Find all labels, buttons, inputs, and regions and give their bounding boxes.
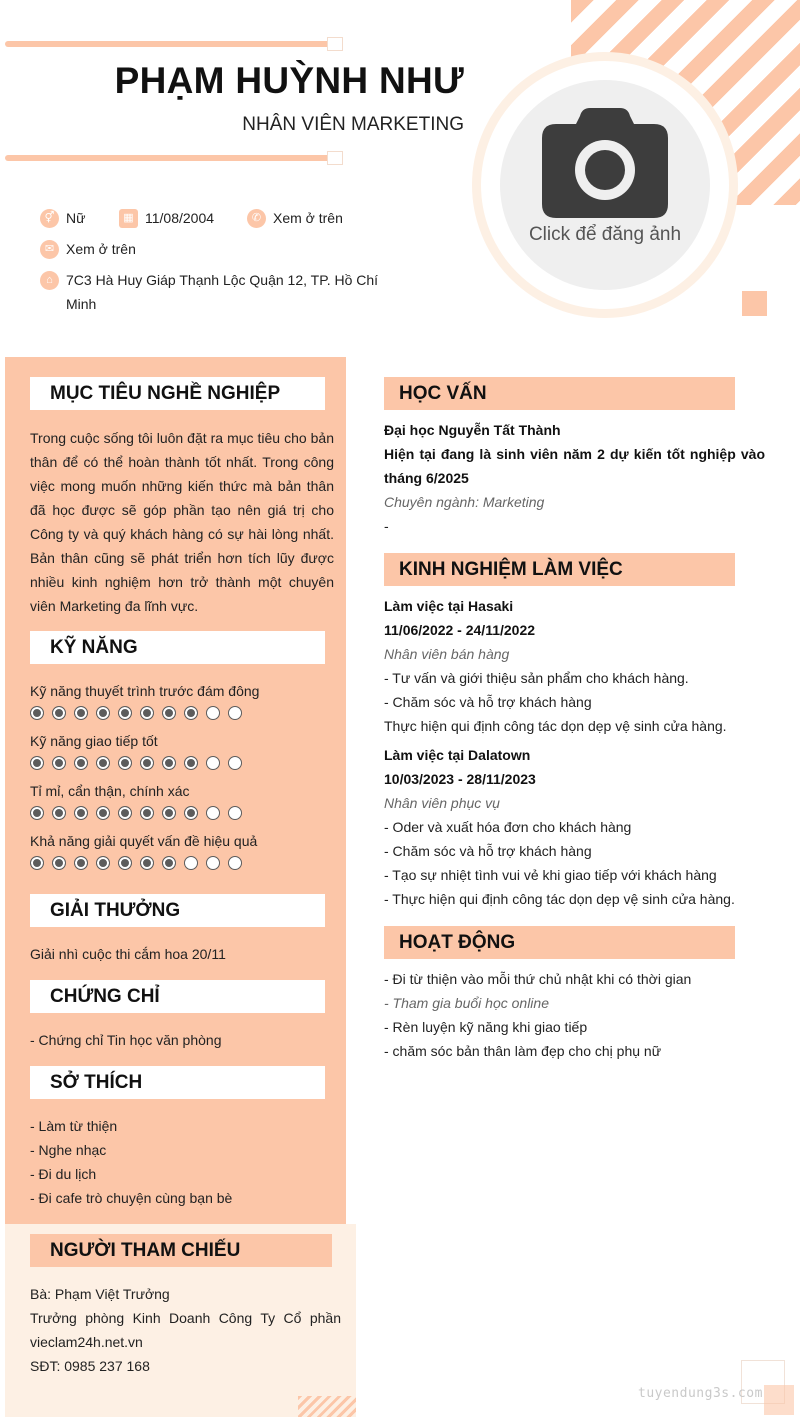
skill-rating: [30, 706, 242, 720]
rating-dot-filled: [184, 806, 198, 820]
envelope-icon: ✉: [40, 240, 59, 259]
info-address: [40, 271, 380, 316]
rating-dot-filled: [118, 756, 132, 770]
education-status: Hiện tại đang là sinh viên năm 2 dự kiến tốt nghiệp vào tháng 6/2025: [384, 446, 765, 486]
reference-name: Bà: Phạm Việt Trưởng: [30, 1286, 170, 1302]
header-line-bottom: [5, 155, 333, 161]
header-line-bottom-end: [327, 151, 343, 165]
education-major: Chuyên ngành: Marketing: [384, 494, 545, 510]
experience-heading: KINH NGHIỆM LÀM VIỆC: [384, 553, 735, 586]
rating-dot-filled: [96, 856, 110, 870]
info-phone-value: Xem ở trên: [273, 210, 343, 226]
reference-company: vieclam24h.net.vn: [30, 1334, 143, 1350]
reference-heading: NGƯỜI THAM CHIẾU: [30, 1234, 332, 1267]
job-period: 11/06/2022 - 24/11/2022: [384, 622, 536, 638]
skill-rating: [30, 806, 242, 820]
hobby-item: - Làm từ thiện: [30, 1118, 118, 1134]
rating-dot-empty: [206, 856, 220, 870]
job-duty: - Thực hiện qui định công tác dọn dẹp vệ sinh cửa hàng.: [384, 891, 735, 907]
activity-item: - Tham gia buổi học online: [384, 995, 549, 1011]
certificates-heading: CHỨNG CHỈ: [30, 980, 325, 1013]
job-role: Nhân viên bán hàng: [384, 646, 510, 662]
info-phone: [247, 209, 343, 230]
rating-dot-empty: [228, 706, 242, 720]
hobby-item: - Nghe nhạc: [30, 1142, 107, 1158]
job-duty: - Tư vấn và giới thiệu sản phẩm cho khách hàng.: [384, 670, 689, 686]
info-gender-value: Nữ: [66, 210, 86, 226]
watermark: tuyendung3s.com: [638, 1386, 763, 1401]
skill-name: Khả năng giải quyết vấn đề hiệu quả: [30, 833, 258, 849]
rating-dot-filled: [96, 806, 110, 820]
skill-name: Tỉ mỉ, cẩn thận, chính xác: [30, 783, 190, 799]
rating-dot-filled: [52, 856, 66, 870]
job-company: Làm việc tại Hasaki: [384, 598, 514, 614]
job-period: 10/03/2023 - 28/11/2023: [384, 771, 536, 787]
rating-dot-filled: [30, 856, 44, 870]
activity-item: - Rèn luyện kỹ năng khi giao tiếp: [384, 1019, 588, 1035]
rating-dot-empty: [206, 806, 220, 820]
hobby-item: - Đi cafe trò chuyện cùng bạn bè: [30, 1190, 233, 1206]
rating-dot-filled: [96, 756, 110, 770]
rating-dot-filled: [118, 856, 132, 870]
rating-dot-filled: [184, 756, 198, 770]
rating-dot-filled: [162, 706, 176, 720]
rating-dot-empty: [184, 856, 198, 870]
rating-dot-filled: [74, 806, 88, 820]
skill-name: Kỹ năng giao tiếp tốt: [30, 733, 158, 749]
hobbies-heading: SỞ THÍCH: [30, 1066, 325, 1099]
education-school: Đại học Nguyễn Tất Thành: [384, 422, 561, 438]
award-item: Giải nhì cuộc thi cắm hoa 20/11: [30, 946, 226, 962]
certificate-item: - Chứng chỉ Tin học văn phòng: [30, 1032, 222, 1048]
activity-item: - Đi từ thiện vào mỗi thứ chủ nhật khi có thời gian: [384, 971, 692, 987]
job-duty: - Chăm sóc và hỗ trợ khách hàng: [384, 843, 592, 859]
rating-dot-empty: [228, 856, 242, 870]
rating-dot-filled: [140, 756, 154, 770]
rating-dot-filled: [30, 706, 44, 720]
skill-rating: [30, 856, 242, 870]
rating-dot-filled: [140, 856, 154, 870]
rating-dot-filled: [162, 856, 176, 870]
skills-heading: KỸ NĂNG: [30, 631, 325, 664]
info-email-value: Xem ở trên: [66, 241, 136, 257]
rating-dot-filled: [52, 806, 66, 820]
rating-dot-filled: [162, 806, 176, 820]
decor-square: [742, 291, 767, 316]
rating-dot-empty: [206, 706, 220, 720]
info-address-value: 7C3 Hà Huy Giáp Thạnh Lộc Quận 12, TP. Hồ Chí Minh: [66, 272, 379, 312]
job-duty: - Chăm sóc và hỗ trợ khách hàng: [384, 694, 592, 710]
gender-icon: ⚥: [40, 209, 59, 228]
rating-dot-filled: [96, 706, 110, 720]
activities-heading: HOẠT ĐỘNG: [384, 926, 735, 959]
awards-heading: GIẢI THƯỞNG: [30, 894, 325, 927]
reference-hatch-decoration: [298, 1396, 356, 1417]
corner-square-decoration: [764, 1385, 794, 1415]
rating-dot-filled: [52, 706, 66, 720]
rating-dot-filled: [140, 806, 154, 820]
rating-dot-filled: [162, 756, 176, 770]
rating-dot-empty: [206, 756, 220, 770]
rating-dot-empty: [228, 756, 242, 770]
job-duty: - Tạo sự nhiệt tình vui vẻ khi giao tiếp với khách hàng: [384, 867, 717, 883]
education-note: -: [384, 518, 389, 534]
skill-name: Kỹ năng thuyết trình trước đám đông: [30, 683, 260, 699]
rating-dot-filled: [30, 806, 44, 820]
rating-dot-empty: [228, 806, 242, 820]
reference-position: Trưởng phòng Kinh Doanh Công Ty Cổ phần: [30, 1310, 341, 1326]
phone-icon: ✆: [247, 209, 266, 228]
rating-dot-filled: [74, 756, 88, 770]
job-duty: - Oder và xuất hóa đơn cho khách hàng: [384, 819, 632, 835]
calendar-icon: ▦: [119, 209, 138, 228]
rating-dot-filled: [30, 756, 44, 770]
job-duty: Thực hiện qui định công tác dọn dẹp vệ sinh cửa hàng.: [384, 718, 727, 734]
header-line-top: [5, 41, 333, 47]
photo-upload-hint[interactable]: Click để đăng ảnh: [528, 224, 682, 245]
objective-heading: MỤC TIÊU NGHỀ NGHIỆP: [30, 377, 325, 410]
education-heading: HỌC VẤN: [384, 377, 735, 410]
camera-icon[interactable]: [542, 108, 668, 218]
info-birthday-value: 11/08/2004: [145, 210, 215, 226]
candidate-title: NHÂN VIÊN MARKETING: [242, 114, 464, 135]
header-line-top-end: [327, 37, 343, 51]
activity-item: - chăm sóc bản thân làm đẹp cho chị phụ nữ: [384, 1043, 662, 1059]
rating-dot-filled: [118, 706, 132, 720]
home-icon: ⌂: [40, 271, 59, 290]
rating-dot-filled: [52, 756, 66, 770]
skill-rating: [30, 756, 242, 770]
hobby-item: - Đi du lịch: [30, 1166, 97, 1182]
rating-dot-filled: [74, 706, 88, 720]
job-company: Làm việc tại Dalatown: [384, 747, 531, 763]
rating-dot-filled: [118, 806, 132, 820]
rating-dot-filled: [184, 706, 198, 720]
job-role: Nhân viên phục vụ: [384, 795, 500, 811]
info-gender: [40, 209, 85, 230]
candidate-name: PHẠM HUỲNH NHƯ: [114, 60, 464, 101]
rating-dot-filled: [140, 706, 154, 720]
reference-phone: SĐT: 0985 237 168: [30, 1358, 150, 1374]
rating-dot-filled: [74, 856, 88, 870]
info-email: [40, 240, 136, 261]
info-birthday: [119, 209, 214, 230]
objective-text: Trong cuộc sống tôi luôn đặt ra mục tiêu cho bản thân để có thể hoàn thành tốt nhất. Trong công việc mong muốn những kiến thức mà bản thân đã học được sẽ góp phần tạo nên giá trị cho Công ty và quý khách hàng có sự hài lòng nhất. Bản thân cũng sẽ phát triển hơn tích lũy được nhiều kinh nghiệm hơn trở thành một chuyên viên Marketing đa lĩnh vực.: [30, 430, 334, 614]
